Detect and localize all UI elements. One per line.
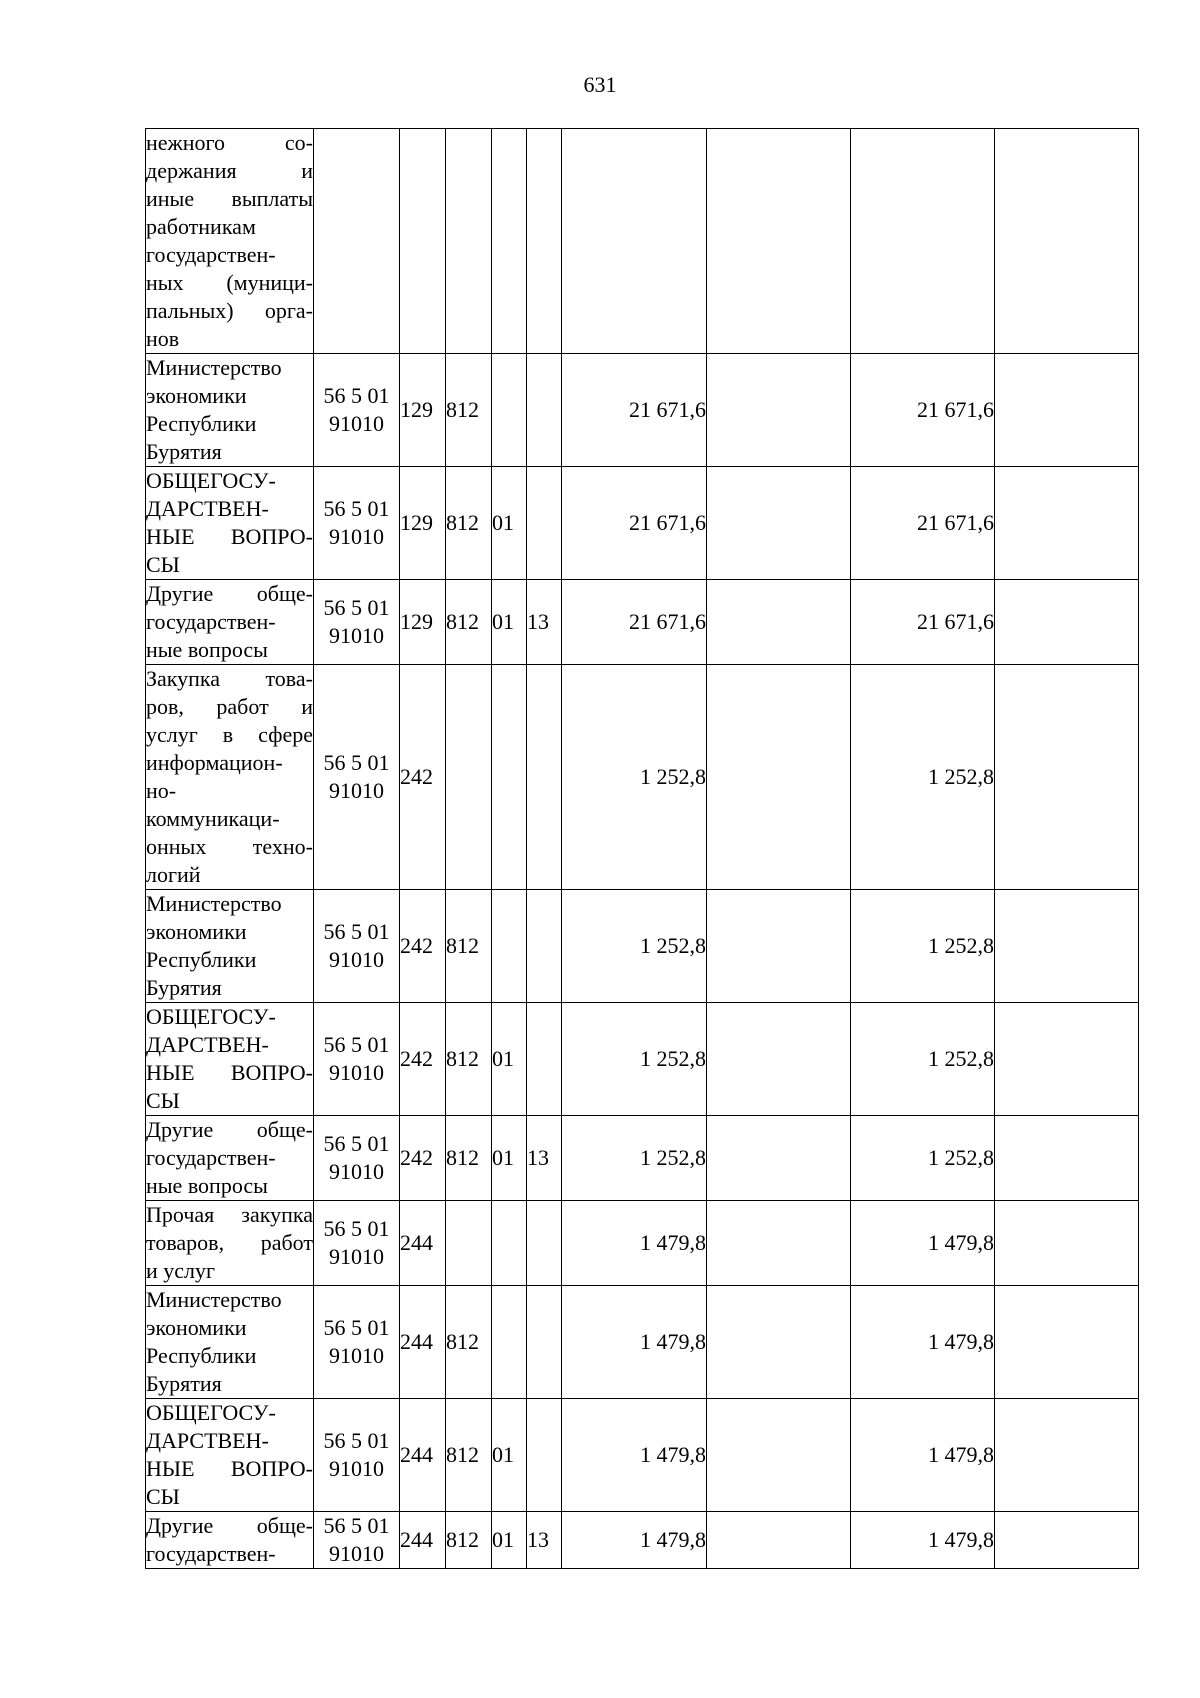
table-row: [146, 354, 1139, 467]
subsection-cell: [527, 1286, 562, 1399]
row-name-line: пальных) орга-: [146, 298, 313, 323]
section-cell: 01: [492, 1116, 527, 1201]
expense-type-cell: 129: [400, 467, 446, 580]
row-name-cell: [146, 1286, 314, 1399]
empty-cell: [707, 890, 851, 1003]
row-name-line: Республики: [146, 411, 257, 436]
empty-cell: [995, 1116, 1139, 1201]
ministry-code-cell: 812: [446, 467, 492, 580]
empty-cell: [995, 467, 1139, 580]
expense-type-cell: 244: [400, 1512, 446, 1569]
row-name-line: держания и: [146, 158, 313, 183]
section-cell: [492, 354, 527, 467]
row-name-line: ров, работ и: [146, 694, 313, 719]
section-cell: 01: [492, 1512, 527, 1569]
target-article-cell: 56 5 01 91010: [314, 1003, 400, 1116]
row-name-line: НЫЕ ВОПРО-: [146, 1060, 313, 1085]
amount-cell: 1 252,8: [562, 890, 707, 1003]
empty-cell: [707, 1399, 851, 1512]
row-name-line: работникам: [146, 214, 256, 239]
empty-cell: [995, 1399, 1139, 1512]
row-name-line: Прочая закупка: [146, 1202, 313, 1227]
ministry-code-cell: [446, 1201, 492, 1286]
row-name-line: ОБЩЕГОСУ-: [146, 1400, 276, 1425]
ministry-code-cell: 812: [446, 354, 492, 467]
row-name-line: государствен-: [146, 242, 276, 267]
subsection-cell: [527, 129, 562, 354]
target-article-cell: 56 5 01 91010: [314, 1286, 400, 1399]
ministry-code-cell: 812: [446, 580, 492, 665]
row-name-line: экономики: [146, 919, 247, 944]
target-article-cell: 56 5 01 91010: [314, 1116, 400, 1201]
row-name-line: Другие обще-: [146, 1117, 313, 1142]
ministry-code-cell: 812: [446, 1003, 492, 1116]
target-article-cell: 56 5 01 91010: [314, 665, 400, 890]
amount-cell: 1 252,8: [562, 1116, 707, 1201]
row-name-line: ОБЩЕГОСУ-: [146, 1004, 276, 1029]
amount-total-cell: 1 252,8: [851, 665, 995, 890]
row-name-cell: [146, 1512, 314, 1569]
row-name-line: ные вопросы: [146, 1173, 268, 1198]
amount-total-cell: 21 671,6: [851, 580, 995, 665]
row-name-cell: [146, 580, 314, 665]
row-name-line: информацион-: [146, 750, 283, 775]
subsection-cell: [527, 1399, 562, 1512]
subsection-cell: 13: [527, 1512, 562, 1569]
empty-cell: [995, 1286, 1139, 1399]
ministry-code-cell: [446, 665, 492, 890]
row-name-line: но-: [146, 778, 177, 803]
subsection-cell: [527, 665, 562, 890]
empty-cell: [707, 1286, 851, 1399]
empty-cell: [995, 665, 1139, 890]
row-name-line: ДАРСТВЕН-: [146, 1428, 269, 1453]
expense-type-cell: 242: [400, 890, 446, 1003]
empty-cell: [995, 1003, 1139, 1116]
ministry-code-cell: 812: [446, 1286, 492, 1399]
amount-total-cell: 1 479,8: [851, 1201, 995, 1286]
row-name-line: Республики: [146, 1343, 257, 1368]
empty-cell: [995, 1512, 1139, 1569]
section-cell: [492, 665, 527, 890]
subsection-cell: [527, 1003, 562, 1116]
row-name-line: Другие обще-: [146, 1513, 313, 1538]
target-article-cell: 56 5 01 91010: [314, 467, 400, 580]
row-name-line: экономики: [146, 383, 247, 408]
row-name-line: государствен-: [146, 609, 276, 634]
expense-type-cell: 242: [400, 665, 446, 890]
subsection-cell: [527, 1201, 562, 1286]
row-name-cell: [146, 1201, 314, 1286]
row-name-line: Министерство: [146, 1287, 282, 1312]
amount-total-cell: 1 479,8: [851, 1399, 995, 1512]
row-name-line: экономики: [146, 1315, 247, 1340]
table-row: [146, 1201, 1139, 1286]
ministry-code-cell: 812: [446, 890, 492, 1003]
subsection-cell: [527, 354, 562, 467]
row-name-line: государствен-: [146, 1145, 276, 1170]
table-row: [146, 467, 1139, 580]
row-name-line: ДАРСТВЕН-: [146, 496, 269, 521]
row-name-line: услуг в сфере: [146, 722, 313, 747]
empty-cell: [995, 354, 1139, 467]
amount-total-cell: [851, 129, 995, 354]
row-name-line: ные вопросы: [146, 637, 268, 662]
amount-cell: 1 252,8: [562, 665, 707, 890]
section-cell: 01: [492, 1399, 527, 1512]
row-name-line: онных техно-: [146, 834, 313, 859]
amount-total-cell: 1 479,8: [851, 1512, 995, 1569]
row-name-line: НЫЕ ВОПРО-: [146, 1456, 313, 1481]
row-name-line: товаров, работ: [146, 1230, 313, 1255]
amount-cell: [562, 129, 707, 354]
empty-cell: [707, 1512, 851, 1569]
row-name-line: Другие обще-: [146, 581, 313, 606]
row-name-cell: [146, 1399, 314, 1512]
empty-cell: [995, 890, 1139, 1003]
table-row: [146, 1399, 1139, 1512]
empty-cell: [707, 1201, 851, 1286]
ministry-code-cell: 812: [446, 1116, 492, 1201]
expense-type-cell: 244: [400, 1399, 446, 1512]
amount-total-cell: 21 671,6: [851, 354, 995, 467]
table-row: [146, 890, 1139, 1003]
table-row: [146, 1512, 1139, 1569]
row-name-line: Бурятия: [146, 1371, 222, 1396]
empty-cell: [707, 467, 851, 580]
expense-type-cell: 242: [400, 1003, 446, 1116]
row-name-line: Министерство: [146, 891, 282, 916]
target-article-cell: [314, 129, 400, 354]
subsection-cell: [527, 890, 562, 1003]
row-name-line: государствен-: [146, 1541, 276, 1566]
subsection-cell: 13: [527, 580, 562, 665]
page-number: 631: [583, 72, 617, 97]
row-name-line: иные выплаты: [146, 186, 313, 211]
amount-total-cell: 1 252,8: [851, 890, 995, 1003]
row-name-line: Закупка това-: [146, 666, 313, 691]
table-row: [146, 1003, 1139, 1116]
row-name-cell: [146, 1003, 314, 1116]
empty-cell: [707, 665, 851, 890]
section-cell: 01: [492, 1003, 527, 1116]
amount-total-cell: 1 252,8: [851, 1116, 995, 1201]
expense-type-cell: 129: [400, 580, 446, 665]
row-name-line: Министерство: [146, 355, 282, 380]
amount-cell: 21 671,6: [562, 354, 707, 467]
row-name-line: СЫ: [146, 552, 180, 577]
row-name-line: ных (муници-: [146, 270, 313, 295]
row-name-line: и услуг: [146, 1258, 216, 1283]
expense-type-cell: 244: [400, 1201, 446, 1286]
row-name-line: НЫЕ ВОПРО-: [146, 524, 313, 549]
ministry-code-cell: [446, 129, 492, 354]
section-cell: [492, 890, 527, 1003]
table-row: [146, 129, 1139, 354]
empty-cell: [995, 580, 1139, 665]
amount-cell: 1 479,8: [562, 1286, 707, 1399]
target-article-cell: 56 5 01 91010: [314, 354, 400, 467]
row-name-line: нов: [146, 326, 180, 351]
section-cell: [492, 1286, 527, 1399]
expense-type-cell: 242: [400, 1116, 446, 1201]
table-row: [146, 1286, 1139, 1399]
empty-cell: [707, 1116, 851, 1201]
target-article-cell: 56 5 01 91010: [314, 1201, 400, 1286]
table-row: [146, 1116, 1139, 1201]
target-article-cell: 56 5 01 91010: [314, 1512, 400, 1569]
ministry-code-cell: 812: [446, 1512, 492, 1569]
expense-type-cell: 129: [400, 354, 446, 467]
expense-type-cell: 244: [400, 1286, 446, 1399]
row-name-line: Бурятия: [146, 439, 222, 464]
row-name-cell: [146, 1116, 314, 1201]
amount-cell: 1 479,8: [562, 1201, 707, 1286]
target-article-cell: 56 5 01 91010: [314, 1399, 400, 1512]
amount-total-cell: 1 479,8: [851, 1286, 995, 1399]
empty-cell: [707, 1003, 851, 1116]
row-name-cell: [146, 467, 314, 580]
amount-cell: 21 671,6: [562, 467, 707, 580]
amount-total-cell: 1 252,8: [851, 1003, 995, 1116]
budget-table: [145, 128, 1139, 1569]
empty-cell: [707, 129, 851, 354]
row-name-line: СЫ: [146, 1484, 180, 1509]
table-row: [146, 665, 1139, 890]
empty-cell: [995, 129, 1139, 354]
target-article-cell: 56 5 01 91010: [314, 580, 400, 665]
row-name-line: СЫ: [146, 1088, 180, 1113]
subsection-cell: [527, 467, 562, 580]
empty-cell: [995, 1201, 1139, 1286]
empty-cell: [707, 580, 851, 665]
row-name-line: ДАРСТВЕН-: [146, 1032, 269, 1057]
section-cell: 01: [492, 580, 527, 665]
row-name-line: ОБЩЕГОСУ-: [146, 468, 276, 493]
amount-cell: 1 479,8: [562, 1512, 707, 1569]
row-name-cell: [146, 129, 314, 354]
ministry-code-cell: 812: [446, 1399, 492, 1512]
subsection-cell: 13: [527, 1116, 562, 1201]
amount-cell: 1 252,8: [562, 1003, 707, 1116]
row-name-line: логий: [146, 862, 201, 887]
empty-cell: [707, 354, 851, 467]
expense-type-cell: [400, 129, 446, 354]
section-cell: [492, 1201, 527, 1286]
row-name-cell: [146, 354, 314, 467]
amount-cell: 21 671,6: [562, 580, 707, 665]
amount-total-cell: 21 671,6: [851, 467, 995, 580]
target-article-cell: 56 5 01 91010: [314, 890, 400, 1003]
row-name-line: нежного со-: [146, 130, 313, 155]
row-name-line: Республики: [146, 947, 257, 972]
row-name-cell: [146, 890, 314, 1003]
section-cell: [492, 129, 527, 354]
row-name-line: коммуникаци-: [146, 806, 280, 831]
table-row: [146, 580, 1139, 665]
row-name-line: Бурятия: [146, 975, 222, 1000]
section-cell: 01: [492, 467, 527, 580]
row-name-cell: [146, 665, 314, 890]
amount-cell: 1 479,8: [562, 1399, 707, 1512]
